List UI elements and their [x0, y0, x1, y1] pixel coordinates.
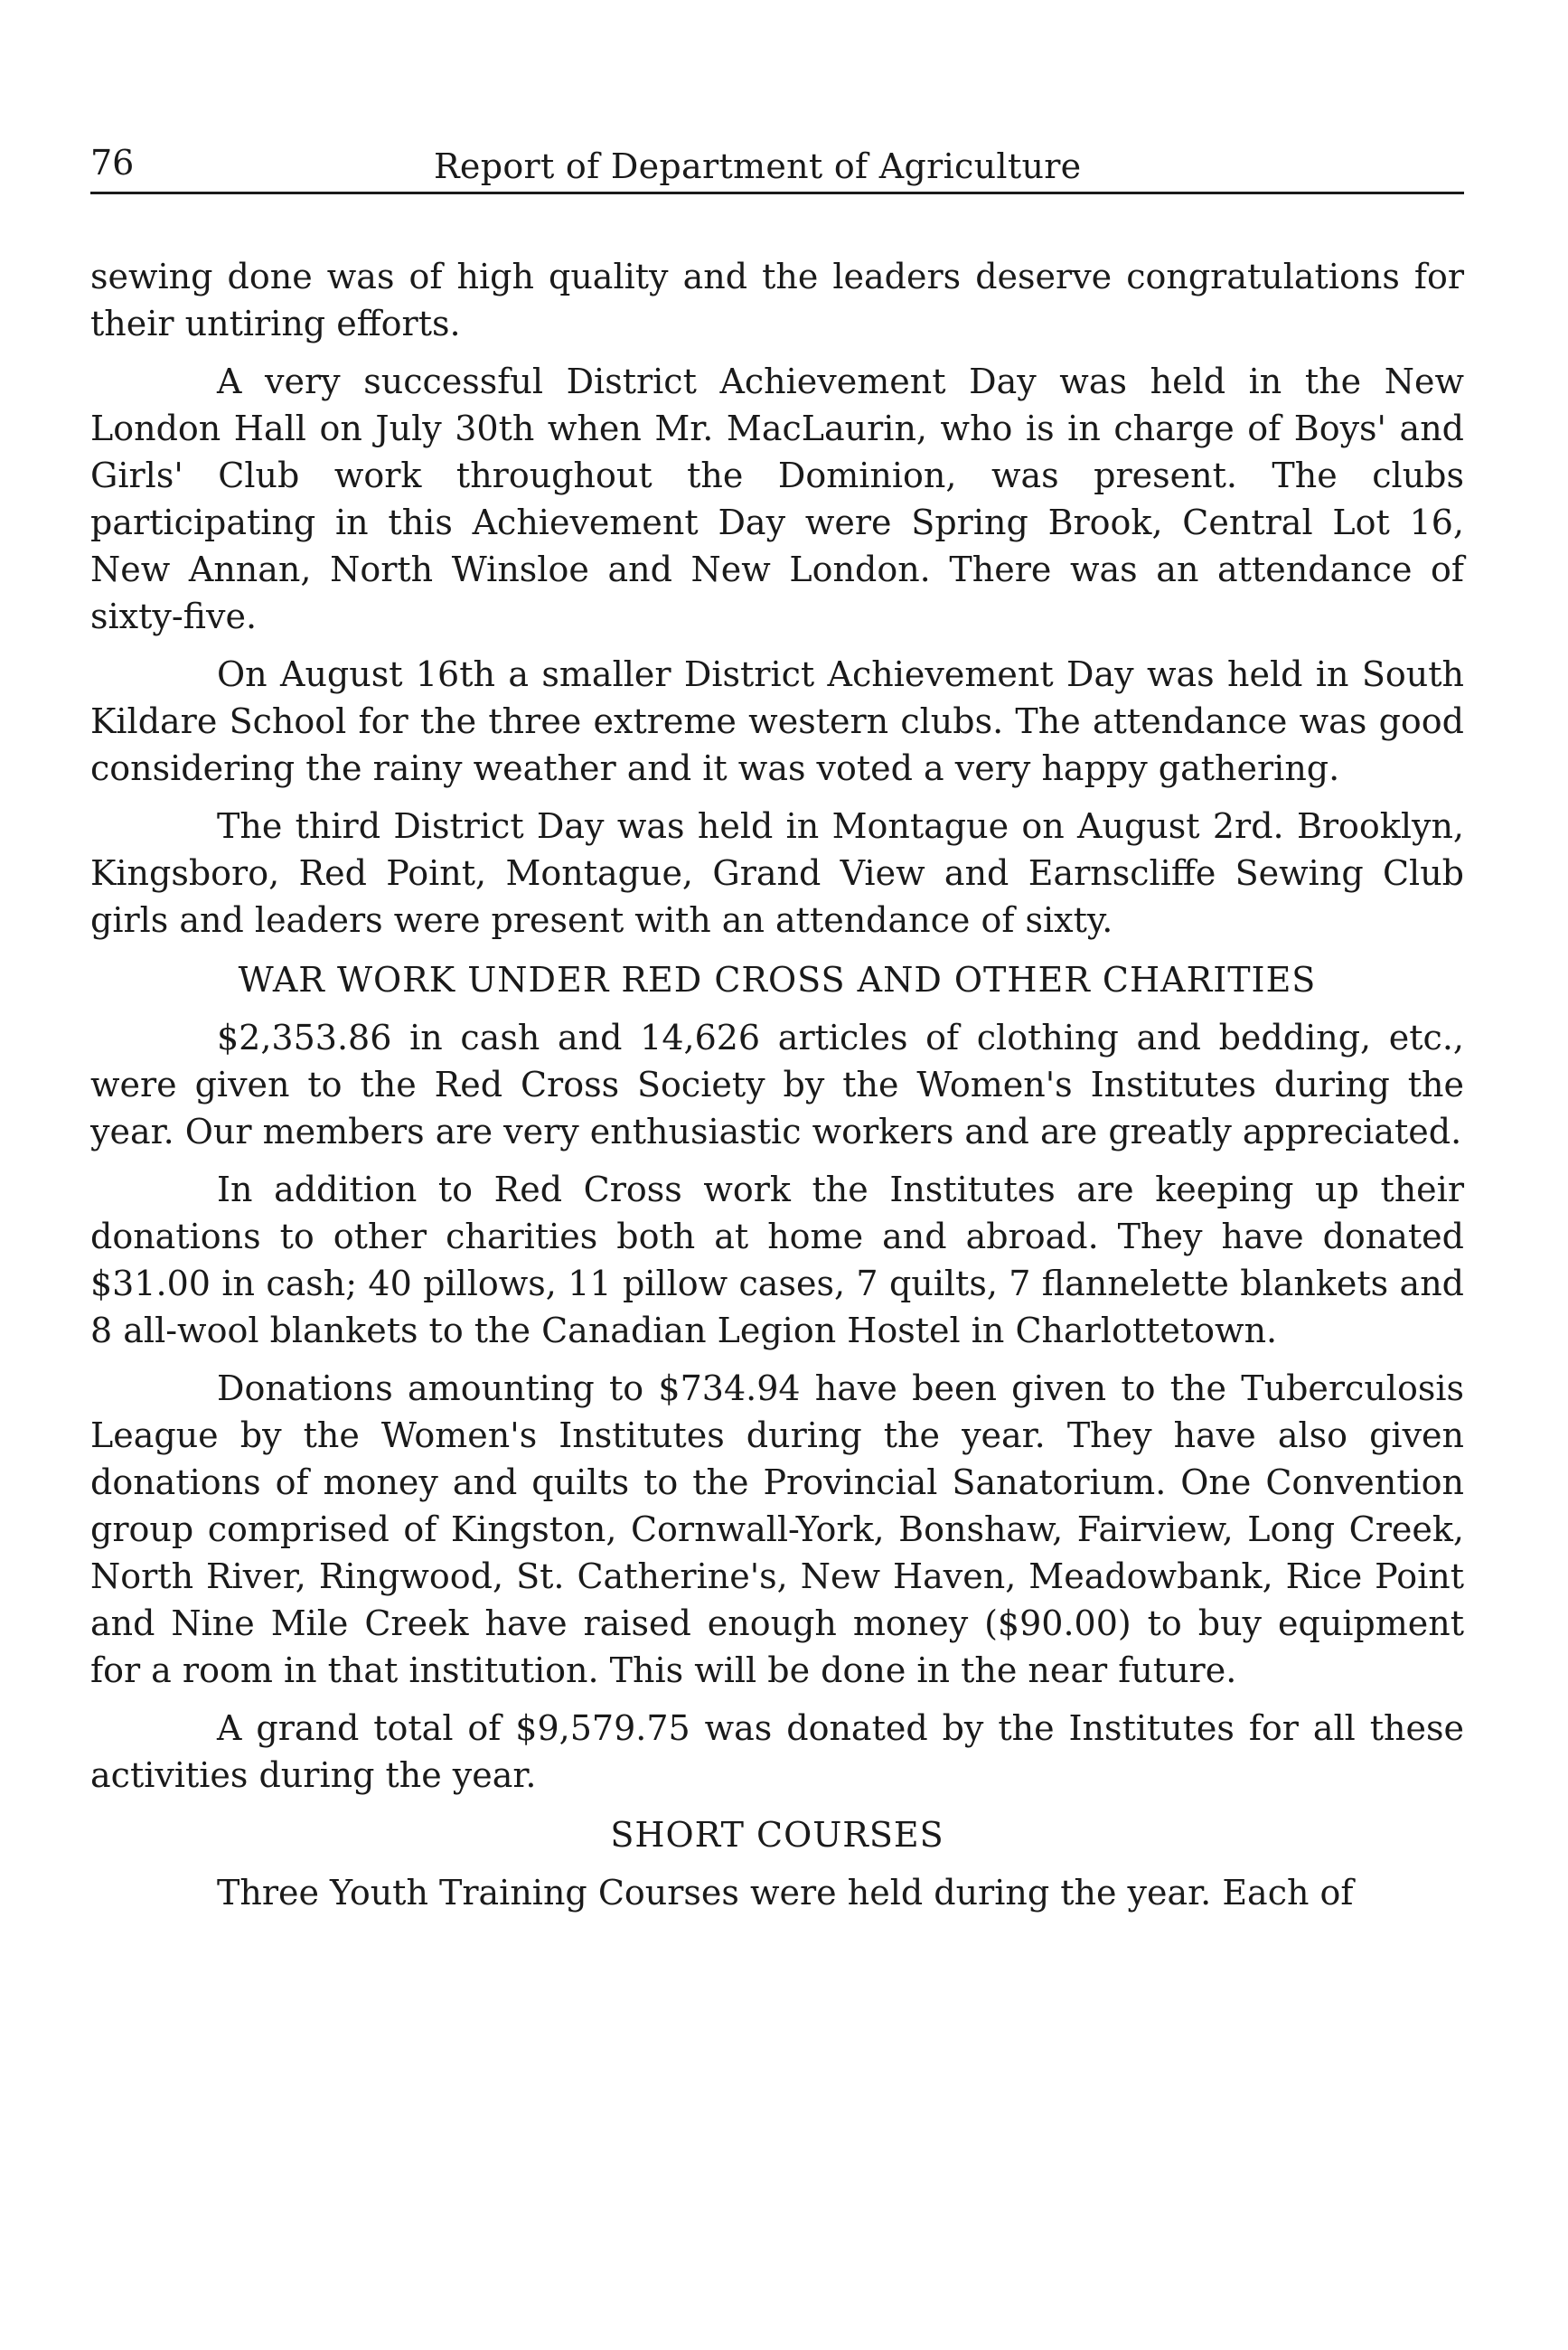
page-number: 76 [90, 143, 135, 183]
paragraph-montague-district-day: The third District Day was held in Montague on August 2rd. Brooklyn, Kingsboro, Red Point, Montague, Grand View and Earnscliffe Sewing Club girls and leaders were present with an attendance of sixty. [90, 806, 1464, 940]
paragraph-new-london-achievement-day: A very successful District Achievement Day was held in the New London Hall on July 30th when Mr. MacLaurin, who is in charge of Boys' and Girls' Club work throughout the Dominion, was present. The clubs participating in this Achievement Day were Spring Brook, Central Lot 16, New Annan, North Winsloe and New London. There was an attendance of sixty-five. [90, 362, 1464, 636]
paragraph-other-charities: In addition to Red Cross work the Institutes are keeping up their donations to other charities both at home and abroad. They have donated $31.00 in cash; 40 pillows, 11 pillow cases, 7 quilts, 7 flannelette blankets and 8 all-wool blankets to the Canadian Legion Hostel in Charlottetown. [90, 1170, 1464, 1350]
paragraph-grand-total: A grand total of $9,579.75 was donated by the Institutes for all these activities during the year. [90, 1708, 1464, 1795]
section-heading-short-courses: SHORT COURSES [610, 1815, 944, 1855]
paragraph-sewing-quality: sewing done was of high quality and the leaders deserve congratulations for their untiring efforts. [90, 257, 1464, 343]
paragraph-red-cross-donations: $2,353.86 in cash and 14,626 articles of clothing and bedding, etc., were given to the Red Cross Society by the Women's Institutes during the year. Our members are very enthusiastic workers and are greatly appreciated. [90, 1018, 1464, 1152]
running-title: Report of Department of Agriculture [434, 146, 1082, 186]
header-rule [90, 192, 1464, 194]
section-heading-war-work: WAR WORK UNDER RED CROSS AND OTHER CHARITIES [238, 960, 1317, 1000]
paragraph-south-kildare-achievement-day: On August 16th a smaller District Achievement Day was held in South Kildare School for the three extreme western clubs. The attendance was good considering the rainy weather and it was voted a very happy gathering. [90, 654, 1464, 788]
body-text [90, 253, 1464, 1927]
paragraph-tuberculosis-league: Donations amounting to $734.94 have been given to the Tuberculosis League by the Women's Institutes during the year. They have also given donations of money and quilts to the Provincial Sanatorium. One Convention group comprised of Kingston, Cornwall-York, Bonshaw, Fairview, Long Creek, North River, Ringwood, St. Catherine's, New Haven, Meadowbank, Rice Point and Nine Mile Creek have raised enough money ($90.00) to buy equipment for a room in that institution. This will be done in the near future. [90, 1368, 1464, 1690]
page-header [90, 136, 1464, 192]
paragraph-youth-training-courses: Three Youth Training Courses were held during the year. Each of [217, 1873, 1354, 1913]
